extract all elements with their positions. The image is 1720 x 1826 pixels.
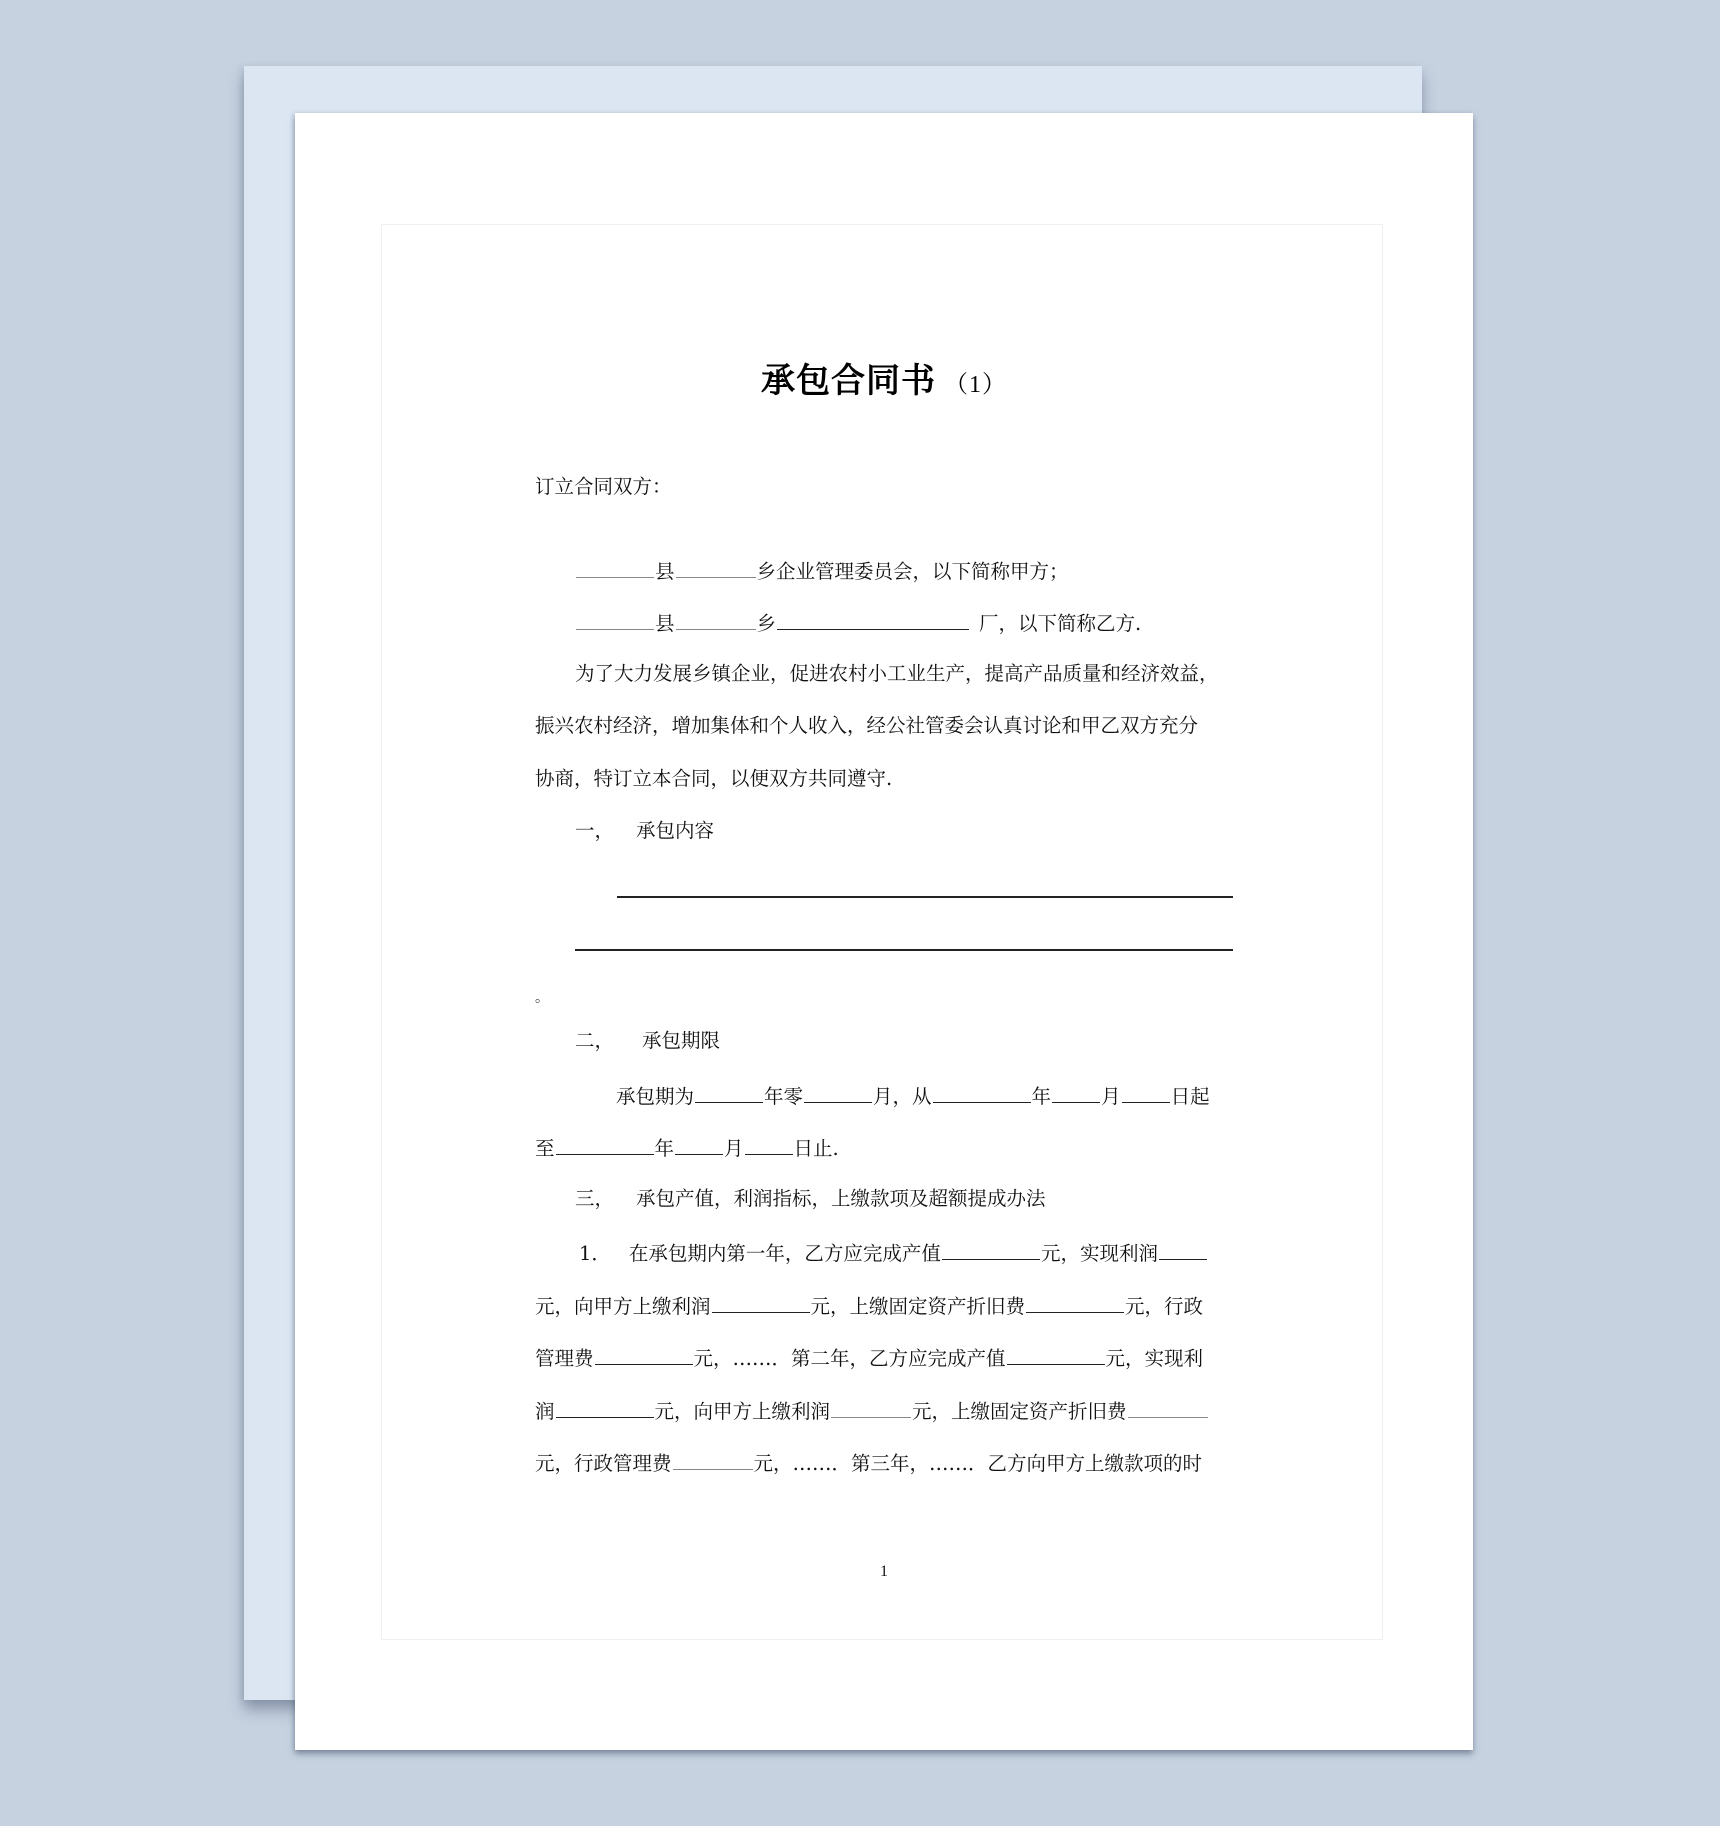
item-1-line-5	[535, 1451, 1202, 1474]
blank-depreciation-y2[interactable]	[1128, 1399, 1208, 1418]
item-1-line-2	[535, 1294, 1203, 1317]
section-1-heading	[575, 821, 714, 841]
section-2-heading	[575, 1031, 720, 1051]
section-number: 三，	[575, 1187, 615, 1210]
label-county: 县	[655, 612, 675, 635]
blank-county-a[interactable]	[576, 559, 654, 578]
section-number: 一，	[575, 819, 615, 842]
blank-profit-y2[interactable]	[556, 1399, 654, 1418]
label: 至	[535, 1137, 555, 1160]
item-number: 1．	[579, 1242, 611, 1265]
parties-heading: 订立合同双方：	[535, 475, 672, 498]
item-1-line-4	[535, 1399, 1209, 1422]
content-blank-line-2[interactable]	[575, 949, 1233, 951]
label: 元，……．第二年，乙方应完成产值	[693, 1347, 1006, 1370]
section-title: 承包期限	[642, 1029, 721, 1052]
blank-admin-fee-y2[interactable]	[673, 1451, 753, 1470]
label-party-a: 乡企业管理委员会，以下简称甲方；	[756, 560, 1069, 583]
blank-admin-fee-y1[interactable]	[595, 1346, 693, 1365]
section-title: 承包产值，利润指标，上缴款项及超额提成办法	[636, 1187, 1046, 1210]
blank-profit-y1[interactable]	[1159, 1241, 1207, 1260]
blank-remit-profit-y2[interactable]	[831, 1399, 911, 1418]
label: 管理费	[535, 1347, 594, 1370]
label: 月	[724, 1137, 744, 1160]
item-1-line-1	[579, 1241, 1208, 1264]
label: 年零	[764, 1085, 804, 1108]
label: 元，向甲方上缴利润	[654, 1400, 831, 1423]
blank-output-y1[interactable]	[942, 1241, 1040, 1260]
blank-end-year[interactable]	[556, 1136, 654, 1155]
title-text: 承包合同书	[761, 361, 936, 401]
blank-end-month[interactable]	[675, 1136, 723, 1155]
blank-end-day[interactable]	[745, 1136, 793, 1155]
label: 润	[535, 1400, 555, 1423]
blank-months[interactable]	[804, 1084, 872, 1103]
label: 元，上缴固定资产折旧费	[810, 1295, 1026, 1318]
title-suffix: （1）	[944, 372, 1007, 398]
blank-county-b[interactable]	[576, 611, 654, 630]
document-title	[295, 353, 1473, 402]
label: 年	[654, 1137, 675, 1160]
term-line-1	[616, 1084, 1210, 1107]
section-3-heading	[575, 1189, 1046, 1209]
preamble-line-3: 协商，特订立本合同，以便双方共同遵守.	[535, 767, 893, 790]
label: 元，向甲方上缴利润	[535, 1295, 711, 1318]
section-title: 承包内容	[636, 819, 715, 842]
label-township: 乡	[756, 612, 777, 635]
page-margin-border	[381, 224, 1383, 1640]
section-1-trailing-mark: 。	[535, 990, 549, 1006]
label-county: 县	[655, 560, 675, 583]
blank-output-y2[interactable]	[1007, 1346, 1105, 1365]
label: 元，上缴固定资产折旧费	[912, 1400, 1127, 1423]
label: 月	[1101, 1085, 1121, 1108]
label: 元，行政管理费	[535, 1452, 672, 1475]
content-blank-line-1[interactable]	[617, 896, 1233, 898]
blank-factory[interactable]	[777, 611, 969, 630]
label: 元，……．第三年，……．乙方向甲方上缴款项的时	[753, 1452, 1203, 1475]
party-a-line	[575, 559, 1069, 582]
label: 年	[1031, 1085, 1052, 1108]
blank-start-day[interactable]	[1122, 1084, 1170, 1103]
blank-depreciation-y1[interactable]	[1026, 1294, 1124, 1313]
label: 元，实现利	[1105, 1347, 1204, 1370]
label: 在承包期内第一年，乙方应完成产值	[628, 1242, 941, 1265]
preamble-line-1: 为了大力发展乡镇企业，促进农村小工业生产，提高产品质量和经济效益，	[575, 662, 1219, 685]
blank-start-year[interactable]	[933, 1084, 1031, 1103]
label: 月，从	[873, 1085, 932, 1108]
party-b-line	[575, 611, 1141, 634]
blank-township-b[interactable]	[676, 611, 756, 630]
label: 元，实现利润	[1040, 1242, 1158, 1265]
preamble-line-2: 振兴农村经济，增加集体和个人收入，经公社管委会认真讨论和甲乙双方充分	[535, 714, 1199, 737]
document-page	[295, 113, 1473, 1750]
label: 日止.	[793, 1137, 839, 1160]
section-number: 二，	[575, 1029, 615, 1052]
label: 元，行政	[1125, 1295, 1204, 1318]
label: 日起	[1170, 1085, 1210, 1108]
blank-township-a[interactable]	[676, 559, 756, 578]
blank-start-month[interactable]	[1052, 1084, 1100, 1103]
page-number: 1	[880, 1563, 888, 1580]
term-line-2	[535, 1136, 839, 1159]
item-1-line-3	[535, 1346, 1203, 1369]
blank-remit-profit-y1[interactable]	[712, 1294, 810, 1313]
label: 承包期为	[616, 1085, 695, 1108]
blank-years[interactable]	[695, 1084, 763, 1103]
label-party-b: 厂，以下简称乙方.	[979, 612, 1142, 635]
